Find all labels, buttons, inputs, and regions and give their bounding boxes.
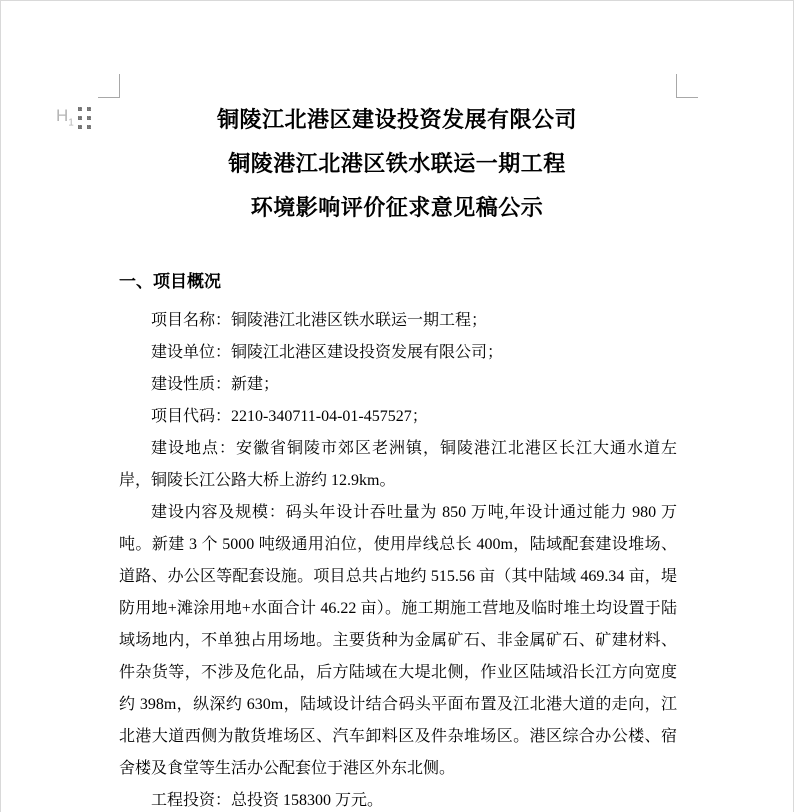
paragraph-project-name[interactable]: 项目名称：铜陵港江北港区铁水联运一期工程； bbox=[151, 312, 488, 329]
paragraph-scope-scale[interactable]: 建设内容及规模：码头年设计吞吐量为 850 万吨,年设计通过能力 980 万吨。新建 3 个 5000 吨级通用泊位，使用岸线总长 400m，陆域配套建设堆场、道路、办公区等配套设施。项目总共占地约 515.56 亩（其中陆域 469.34 亩，堤防用地+滩涂用地+水面合计 46.22 亩）。施工期施工营地及临时堆土均设置于陆域场地内，不单独占用场地。主要货种为金属矿石、非金属矿石、矿建材料、件杂货等，不涉及危化品，后方陆域在大堤北侧，作业区陆域沿长江方向宽度约 398m，纵深约 630m，陆域设计结合码头平面布置及江北港大道的走向，江北港大道西侧为散货堆场区、汽车卸料区及件杂堆场区。港区综合办公楼、宿舍楼及食堂等生活办公配套位于港区外东北侧。 bbox=[119, 504, 677, 777]
paragraph-project-code[interactable]: 项目代码：2210-340711-04-01-457527； bbox=[151, 408, 428, 425]
document-body bbox=[119, 305, 677, 812]
paragraph-build-nature[interactable]: 建设性质：新建； bbox=[151, 376, 280, 393]
section-heading-project-overview[interactable]: 一、项目概况 bbox=[119, 272, 221, 291]
doc-title-line-notice[interactable]: 环境影响评价征求意见稿公示 bbox=[250, 195, 544, 220]
heading-badge-level: 1 bbox=[68, 117, 74, 129]
text-boundary-mark-top-left bbox=[98, 74, 120, 98]
paragraph-builder[interactable]: 建设单位：铜陵江北港区建设投资发展有限公司； bbox=[151, 344, 504, 361]
document-title bbox=[1, 98, 793, 230]
paragraph-location[interactable]: 建设地点：安徽省铜陵市郊区老洲镇，铜陵港江北港区长江大通水道左岸，铜陵长江公路大桥上游约 12.9km。 bbox=[119, 440, 677, 489]
doc-title-line-project[interactable]: 铜陵港江北港区铁水联运一期工程 bbox=[228, 151, 566, 176]
paragraph-investment[interactable]: 工程投资：总投资 158300 万元。 bbox=[151, 792, 384, 809]
doc-title-line-company[interactable]: 铜陵江北港区建设投资发展有限公司 bbox=[216, 107, 577, 132]
heading-badge-letter: H bbox=[56, 106, 69, 125]
text-boundary-mark-top-right bbox=[676, 74, 698, 98]
